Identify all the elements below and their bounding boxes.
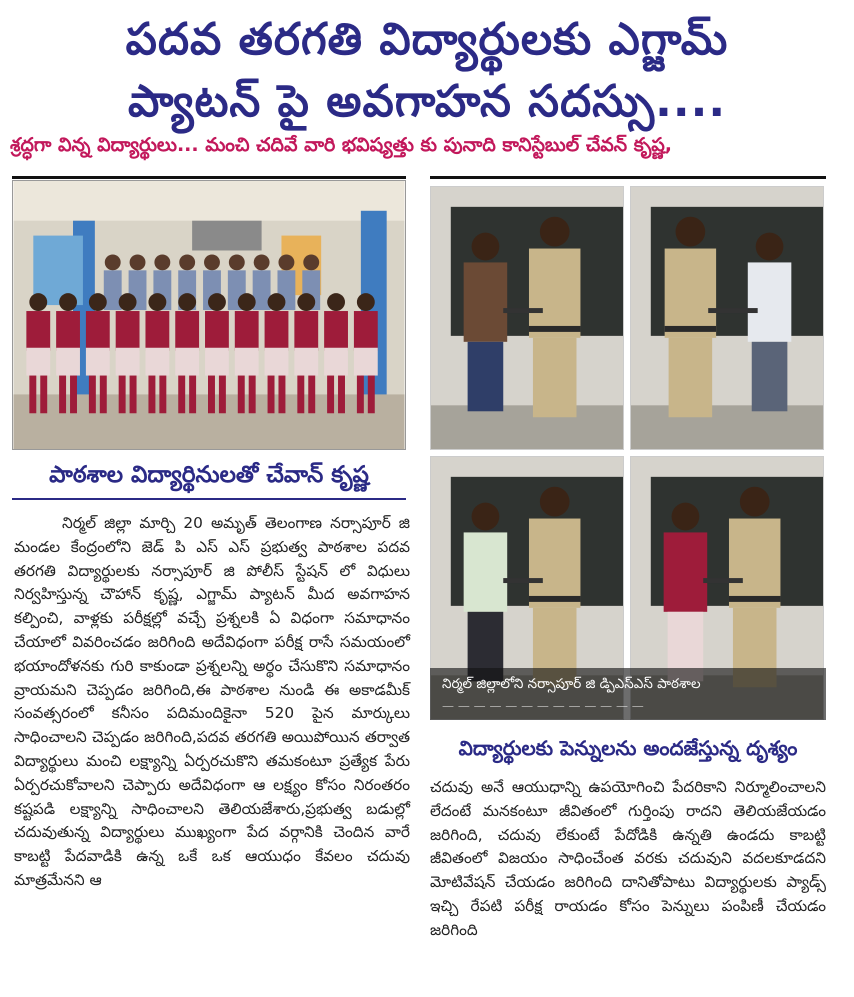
- headline-line-1: పదవ తరగతి విద్యార్థులకు ఎగ్జామ్: [125, 14, 729, 65]
- overlay-caption-text: నిర్మల్ జిల్లాలోని నర్సాపూర్ జి డ్పిఎస్ఎస్ పాఠశాల: [442, 676, 701, 692]
- photo-top-right: [630, 186, 824, 450]
- divider-right: [430, 176, 826, 179]
- pen-handover-photo-illustration: [631, 187, 823, 449]
- overlay-caption-second-line: — — — — — — — — — — — — —: [442, 699, 644, 713]
- headline-line-2: ప్యాటన్ పై అవగాహన సదస్సు....: [127, 76, 727, 127]
- photo-top-left: [430, 186, 624, 450]
- group-photo: [12, 180, 406, 450]
- photo-overlay-caption: [430, 668, 826, 720]
- caption-left: పాఠశాల విద్యార్థినులతో చేవాన్ కృష్ణ: [49, 462, 369, 488]
- caption-right: విద్యార్థులకు పెన్నులను అందజేస్తున్న దృశ్యం: [458, 736, 798, 760]
- group-photo-illustration: [13, 181, 405, 449]
- pen-handover-photo-illustration: [431, 187, 623, 449]
- article-left: నిర్మల్ జిల్లా మార్చి 20 అమృత్ తెలంగాణ నర్సాపూర్ జి మండల కేంద్రంలోని జెడ్ పి ఎస్ ఎస్ ప్రభుత్వ పాఠశాల పదవ తరగతి విద్యార్థులకు నర్సాపూర్ జి పోలీస్ స్టేషన్ లో విధులు నిర్వహిస్తున్న చౌహాన్ కృష్ణ, ఎగ్జామ్ ప్యాటన్ మీద అవగాహన కల్పించి, వాళ్లకు పరీక్షల్లో వచ్చే ప్రశ్నలకి ఏ విధంగా సమాధానం చేయాలో వివరించడం జరిగింది అదేవిధంగా పరీక్ష రాసే సమయంలో భయాందోళనకు గురి కాకుండా ప్రశ్నలన్ని అర్థం చేసుకొని సమాధానం వ్రాయమని చెప్పడం జరిగింది,ఈ పాఠశాల నుండి ఈ అకాడమీక్ సంవత్సరంలో కనీసం పదిమందికైనా 520 పైన మార్కులు సాధించాలని చెప్పడం జరిగింది,పదవ తరగతి అయిపోయిన తర్వాత విద్యార్థులు మంచి లక్ష్యాన్ని ఏర్పరచుకొని తమకంటూ ప్రత్యేక పేరు ఏర్పరచుకోవాలని చెప్పారు అదేవిధంగా ఆ లక్ష్యం కోసం నిరంతరం కష్టపడి లక్ష్యాన్ని సాధించాలని తెలియజేశారు,ప్రభుత్వ బడుల్లో చదువుతున్న విద్యార్థులు ముఖ్యంగా పేద వర్గానికి చెందిన వారే కాబట్టి పేదవాడికి ఉన్న ఒకే ఒక ఆయుధం కేవలం చదువు మాత్రమేనని ఆ: [14, 514, 410, 889]
- caption-underline: [12, 498, 406, 500]
- divider-left: [12, 176, 406, 179]
- subheadline: శ్రద్ధగా విన్న విద్యార్థులు... మంచి చదివే వారి భవిష్యత్తు కు పునాది కానిస్టేబుల్ చేవన్ కృష్ణ,: [10, 134, 673, 156]
- article-right: చదువు అనే ఆయుధాన్ని ఉపయోగించి పేదరికాని నిర్మూలించాలని లేదంటే మనకంటూ జీవితంలో గుర్తింపు రాదని తెలియజేయడం జరిగింది, చదువు లేకుంటే పేదోడికి ఉన్నతి ఉండదు కాబట్టి జీవితంలో విజయం సాధించేంత వరకు చదువుని వదలకూడదని మోటివేషన్ చేయడం జరిగింది దానితోపాటు విద్యార్థులకు ప్యాడ్స్ ఇచ్చి రేపటి పరీక్ష రాయడం కోసం పెన్నులు పంపిణీ చేయడం జరిగింది: [430, 778, 826, 939]
